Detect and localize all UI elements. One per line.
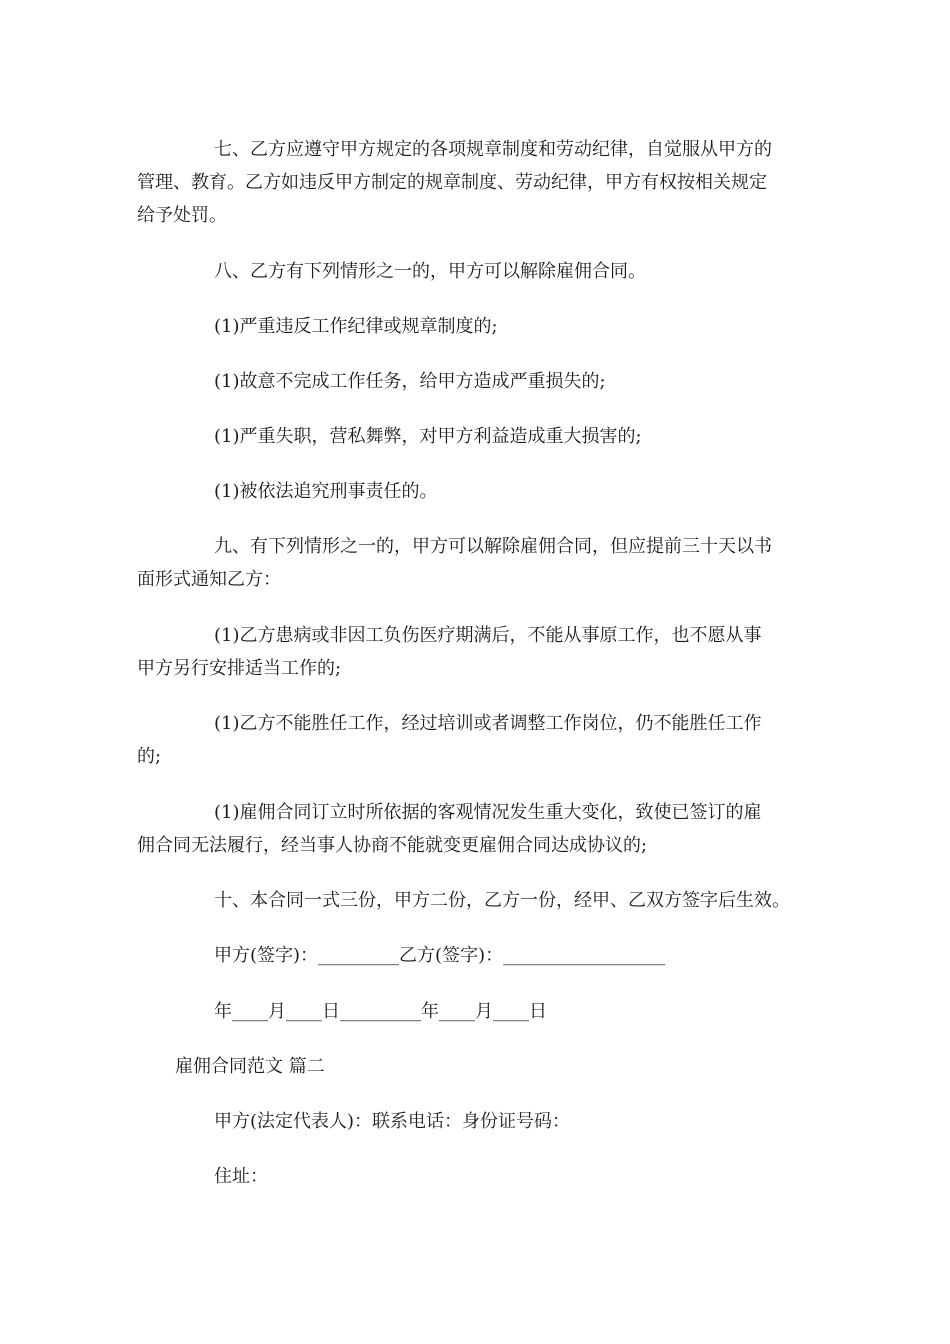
clause-9-item-3-line-2: 佣合同无法履行，经当事人协商不能就变更雇佣合同达成协议的; (137, 835, 648, 856)
address-line: 住址： (214, 1166, 268, 1187)
section-2-title: 雇佣合同范文 篇二 (175, 1056, 325, 1077)
clause-7-line-2: 管理、教育。乙方如违反甲方制定的规章制度、劳动纪律，甲方有权按相关规定 (137, 172, 767, 193)
clause-8-item: (1)严重违反工作纪律或规章制度的; (214, 316, 498, 337)
clause-9-item-2-line-1: (1)乙方不能胜任工作，经过培训或者调整工作岗位，仍不能胜任工作 (214, 713, 762, 734)
clause-9-item-2-line-2: 的; (137, 746, 162, 767)
party-a-line: 甲方(法定代表人)：联系电话：身份证号码： (214, 1111, 571, 1132)
signature-line: 甲方(签字)：_________乙方(签字)：__________________ (214, 945, 666, 966)
clause-9-intro-line-1: 九、有下列情形之一的，甲方可以解除雇佣合同，但应提前三十天以书 (214, 536, 772, 557)
clause-7-line-1: 七、乙方应遵守甲方规定的各项规章制度和劳动纪律，自觉服从甲方的 (214, 139, 772, 160)
clause-9-item-1-line-2: 甲方另行安排适当工作的; (137, 658, 342, 679)
clause-9-intro-line-2: 面形式通知乙方： (137, 569, 281, 590)
clause-9-item-1-line-1: (1)乙方患病或非因工负伤医疗期满后，不能从事原工作，也不愿从事 (214, 625, 762, 646)
clause-7-line-3: 给予处罚。 (137, 205, 227, 226)
clause-8-item: (1)故意不完成工作任务，给甲方造成严重损失的; (214, 371, 606, 392)
clause-10: 十、本合同一式三份，甲方二份，乙方一份，经甲、乙双方签字后生效。 (214, 890, 790, 911)
date-line: 年____月____日_________年____月____日 (214, 1001, 547, 1022)
clause-8-intro: 八、乙方有下列情形之一的，甲方可以解除雇佣合同。 (214, 261, 646, 282)
clause-8-item: (1)严重失职，营私舞弊，对甲方利益造成重大损害的; (214, 426, 642, 447)
clause-9-item-3-line-1: (1)雇佣合同订立时所依据的客观情况发生重大变化，致使已签订的雇 (214, 802, 762, 823)
clause-8-item: (1)被依法追究刑事责任的。 (214, 481, 438, 502)
